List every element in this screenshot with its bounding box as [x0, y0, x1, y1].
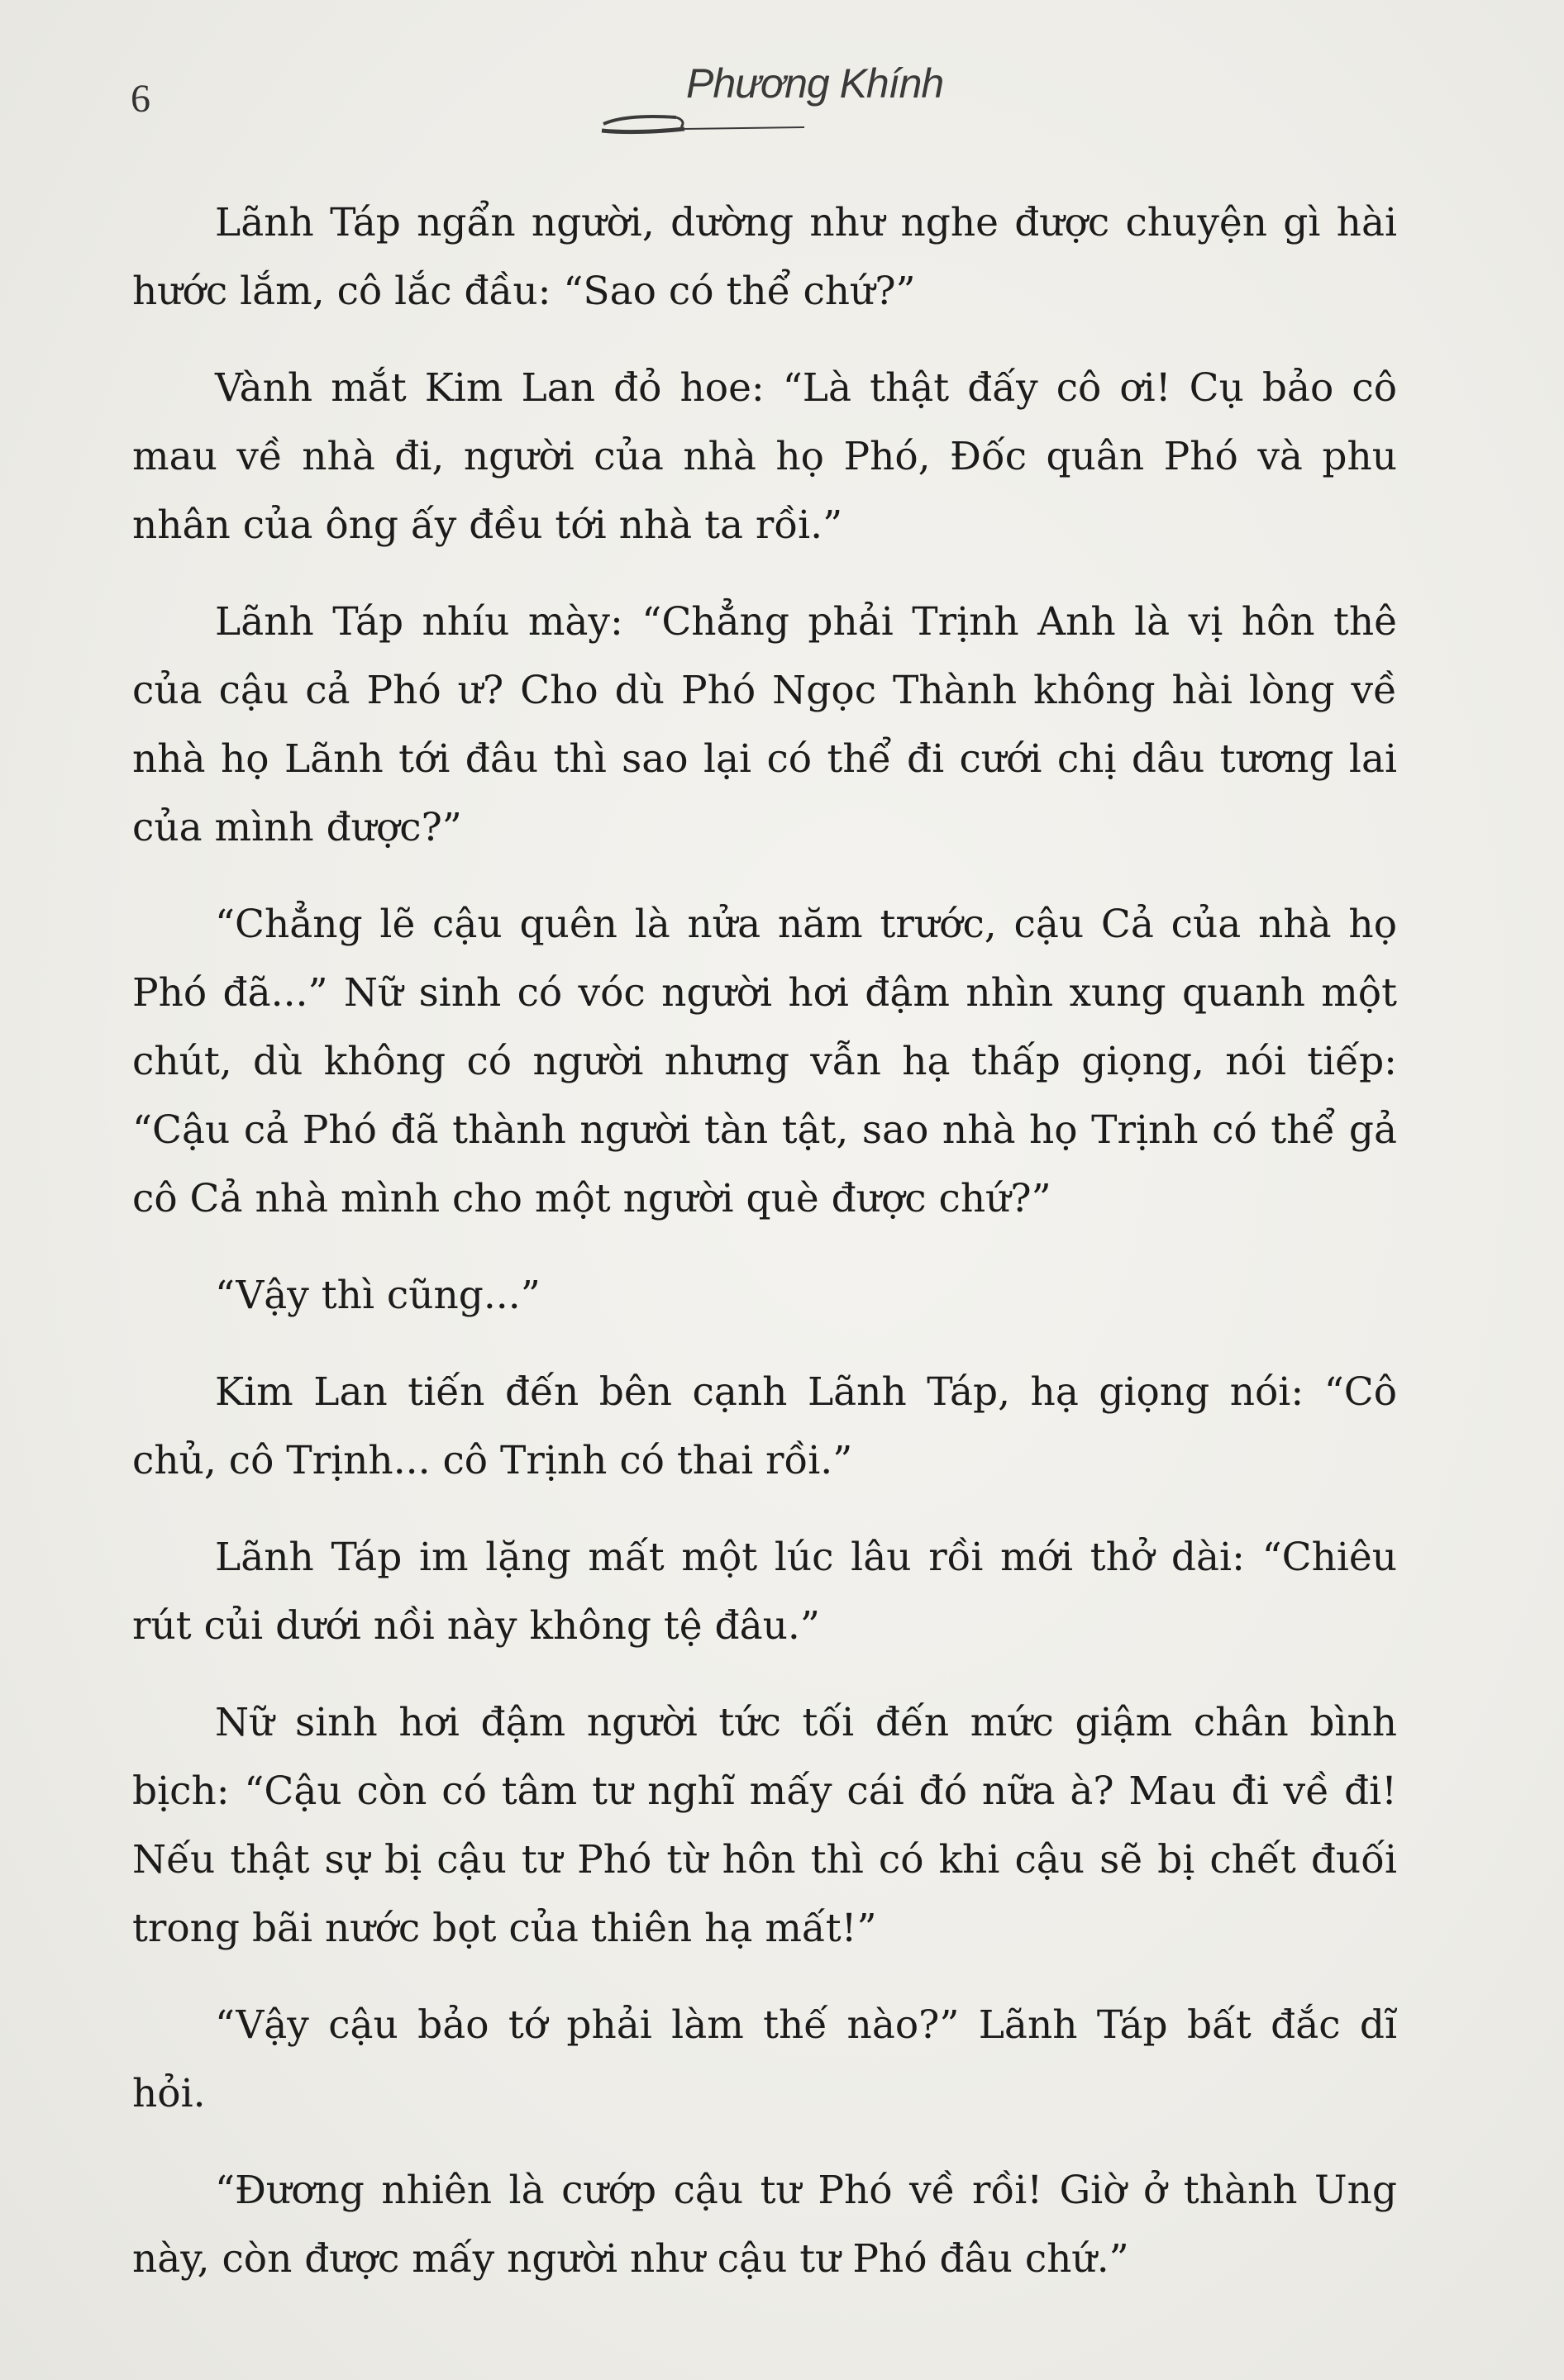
paragraph: “Vậy thì cũng...” — [215, 1273, 541, 1318]
running-title: Phương Khính — [686, 60, 944, 107]
paragraph: Lãnh Táp nhíu mày: “Chẳng phải Trịnh Anh là vị hôn thê của cậu cả Phó ư? Cho dù Phó Ngọc Thành không hài lòng về nhà họ Lãnh tới đâu thì sao lại có thể đi cưới chị dâu tương lai của mình được?” — [132, 599, 1397, 850]
paragraph: Vành mắt Kim Lan đỏ hoe: “Là thật đấy cô ơi! Cụ bảo cô mau về nhà đi, người của nhà họ Phó, Đốc quân Phó và phu nhân của ông ấy đều tới nhà ta rồi.” — [132, 365, 1397, 548]
paragraph: “Chẳng lẽ cậu quên là nửa năm trước, cậu Cả của nhà họ Phó đã...” Nữ sinh có vóc người hơi đậm nhìn xung quanh một chút, dù không có người nhưng vẫn hạ thấp giọng, nói tiếp: “Cậu cả Phó đã thành người tàn tật, sao nhà họ Trịnh có thể gả cô Cả nhà mình cho một người què được chứ?” — [132, 902, 1397, 1221]
page-body — [132, 188, 1397, 2321]
paragraph: Nữ sinh hơi đậm người tức tối đến mức giậm chân bình bịch: “Cậu còn có tâm tư nghĩ mấy cái đó nữa à? Mau đi về đi! Nếu thật sự bị cậu tư Phó từ hôn thì có khi cậu sẽ bị chết đuối trong bãi nước bọt của thiên hạ mất!” — [132, 1700, 1397, 1951]
paragraph: Kim Lan tiến đến bên cạnh Lãnh Táp, hạ giọng nói: “Cô chủ, cô Trịnh... cô Trịnh có thai rồi.” — [132, 1369, 1397, 1483]
title-ornament-icon — [594, 106, 808, 139]
page-number: 6 — [131, 77, 150, 121]
paragraph: Lãnh Táp ngẩn người, dường như nghe được chuyện gì hài hước lắm, cô lắc đầu: “Sao có thể chứ?” — [132, 200, 1397, 314]
paragraph: “Đương nhiên là cướp cậu tư Phó về rồi! Giờ ở thành Ung này, còn được mấy người như cậu tư Phó đâu chứ.” — [132, 2168, 1397, 2282]
paragraph: Lãnh Táp im lặng mất một lúc lâu rồi mới thở dài: “Chiêu rút củi dưới nồi này không tệ đâu.” — [132, 1535, 1397, 1649]
paragraph: “Vậy cậu bảo tớ phải làm thế nào?” Lãnh Táp bất đắc dĩ hỏi. — [132, 2002, 1397, 2116]
page-header — [0, 0, 1564, 165]
